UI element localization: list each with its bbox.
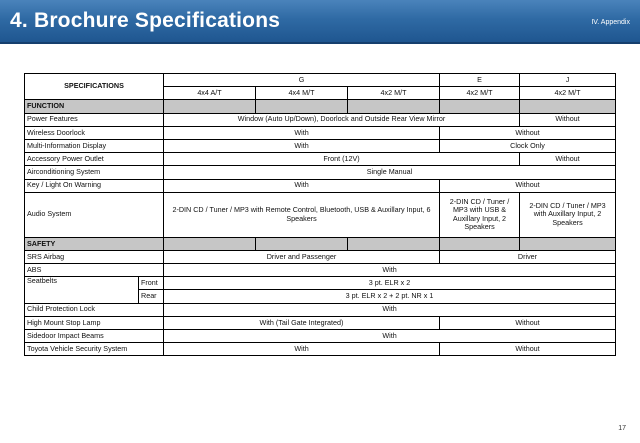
section-cell [348, 237, 440, 250]
cell-value: With [164, 179, 440, 192]
row-label: Child Protection Lock [25, 303, 164, 316]
cell-value: 2-DIN CD / Tuner / MP3 with Remote Control, Bluetooth, USB & Auxillary Input, 6 Speakers [164, 192, 440, 237]
row-label: Sidedoor Impact Beams [25, 330, 164, 343]
specifications-header: SPECIFICATIONS [25, 74, 164, 100]
row-label: ABS [25, 264, 164, 277]
variant-header: 4x2 M/T [440, 87, 520, 100]
cell-value: 2-DIN CD / Tuner / MP3 with USB & Auxillary Input, 2 Speakers [440, 192, 520, 237]
section-cell [256, 100, 348, 113]
cell-value: Window (Auto Up/Down), Doorlock and Outside Rear View Mirror [164, 113, 520, 126]
table-row [25, 166, 616, 179]
variant-header: 4x4 M/T [256, 87, 348, 100]
cell-value: Without [440, 316, 616, 329]
cell-value: Without [440, 179, 616, 192]
function-section-row [25, 100, 616, 113]
cell-value: Clock Only [440, 139, 616, 152]
section-cell [520, 100, 616, 113]
safety-section-label: SAFETY [25, 237, 164, 250]
sub-label: Rear [139, 290, 164, 303]
cell-value: 3 pt. ELR x 2 + 2 pt. NR x 1 [164, 290, 616, 303]
cell-value: Driver and Passenger [164, 250, 440, 263]
function-section-label: FUNCTION [25, 100, 164, 113]
section-cell [440, 100, 520, 113]
grade-g-header: G [164, 74, 440, 87]
sub-label: Front [139, 277, 164, 290]
row-label: Accessory Power Outlet [25, 153, 164, 166]
row-label: Wireless Doorlock [25, 126, 164, 139]
table-row [25, 153, 616, 166]
table-row [25, 192, 616, 237]
safety-section-row [25, 237, 616, 250]
variant-header: 4x2 M/T [348, 87, 440, 100]
cell-value: With (Tail Gate Integrated) [164, 316, 440, 329]
table-row [25, 250, 616, 263]
section-cell [520, 237, 616, 250]
table-row [25, 316, 616, 329]
section-cell [348, 100, 440, 113]
cell-value: With [164, 139, 440, 152]
table-row [25, 179, 616, 192]
cell-value: Front (12V) [164, 153, 520, 166]
table-row [25, 343, 616, 356]
variant-header: 4x4 A/T [164, 87, 256, 100]
section-cell [256, 237, 348, 250]
row-label: Power Features [25, 113, 164, 126]
cell-value: Without [520, 153, 616, 166]
section-cell [440, 237, 520, 250]
table-row [25, 303, 616, 316]
cell-value: 2-DIN CD / Tuner / MP3 with Auxillary Input, 2 Speakers [520, 192, 616, 237]
cell-value: With [164, 264, 616, 277]
cell-value: Driver [440, 250, 616, 263]
table-row [25, 113, 616, 126]
grade-e-header: E [440, 74, 520, 87]
cell-value: With [164, 330, 616, 343]
cell-value: With [164, 303, 616, 316]
header-row-grades [25, 74, 616, 87]
table-row [25, 139, 616, 152]
slide-title: 4. Brochure Specifications [10, 9, 281, 32]
cell-value: Without [520, 113, 616, 126]
cell-value: With [164, 343, 440, 356]
cell-value: Without [440, 343, 616, 356]
section-cell [164, 237, 256, 250]
table-row [25, 264, 616, 277]
row-label: High Mount Stop Lamp [25, 316, 164, 329]
row-label: Airconditioning System [25, 166, 164, 179]
table-row [25, 277, 616, 290]
section-cell [164, 100, 256, 113]
cell-value: With [164, 126, 440, 139]
row-label: Toyota Vehicle Security System [25, 343, 164, 356]
variant-header: 4x2 M/T [520, 87, 616, 100]
table-row [25, 330, 616, 343]
cell-value: 3 pt. ELR x 2 [164, 277, 616, 290]
row-label: Seatbelts [25, 277, 139, 303]
row-label: Multi-Information Display [25, 139, 164, 152]
grade-j-header: J [520, 74, 616, 87]
section-label: IV. Appendix [591, 19, 630, 26]
table-row [25, 126, 616, 139]
page-number: 17 [618, 425, 626, 432]
row-label: Key / Light On Warning [25, 179, 164, 192]
specifications-table [24, 73, 616, 356]
row-label: SRS Airbag [25, 250, 164, 263]
cell-value: Single Manual [164, 166, 616, 179]
row-label: Audio System [25, 192, 164, 237]
slide-header [0, 0, 640, 44]
cell-value: Without [440, 126, 616, 139]
